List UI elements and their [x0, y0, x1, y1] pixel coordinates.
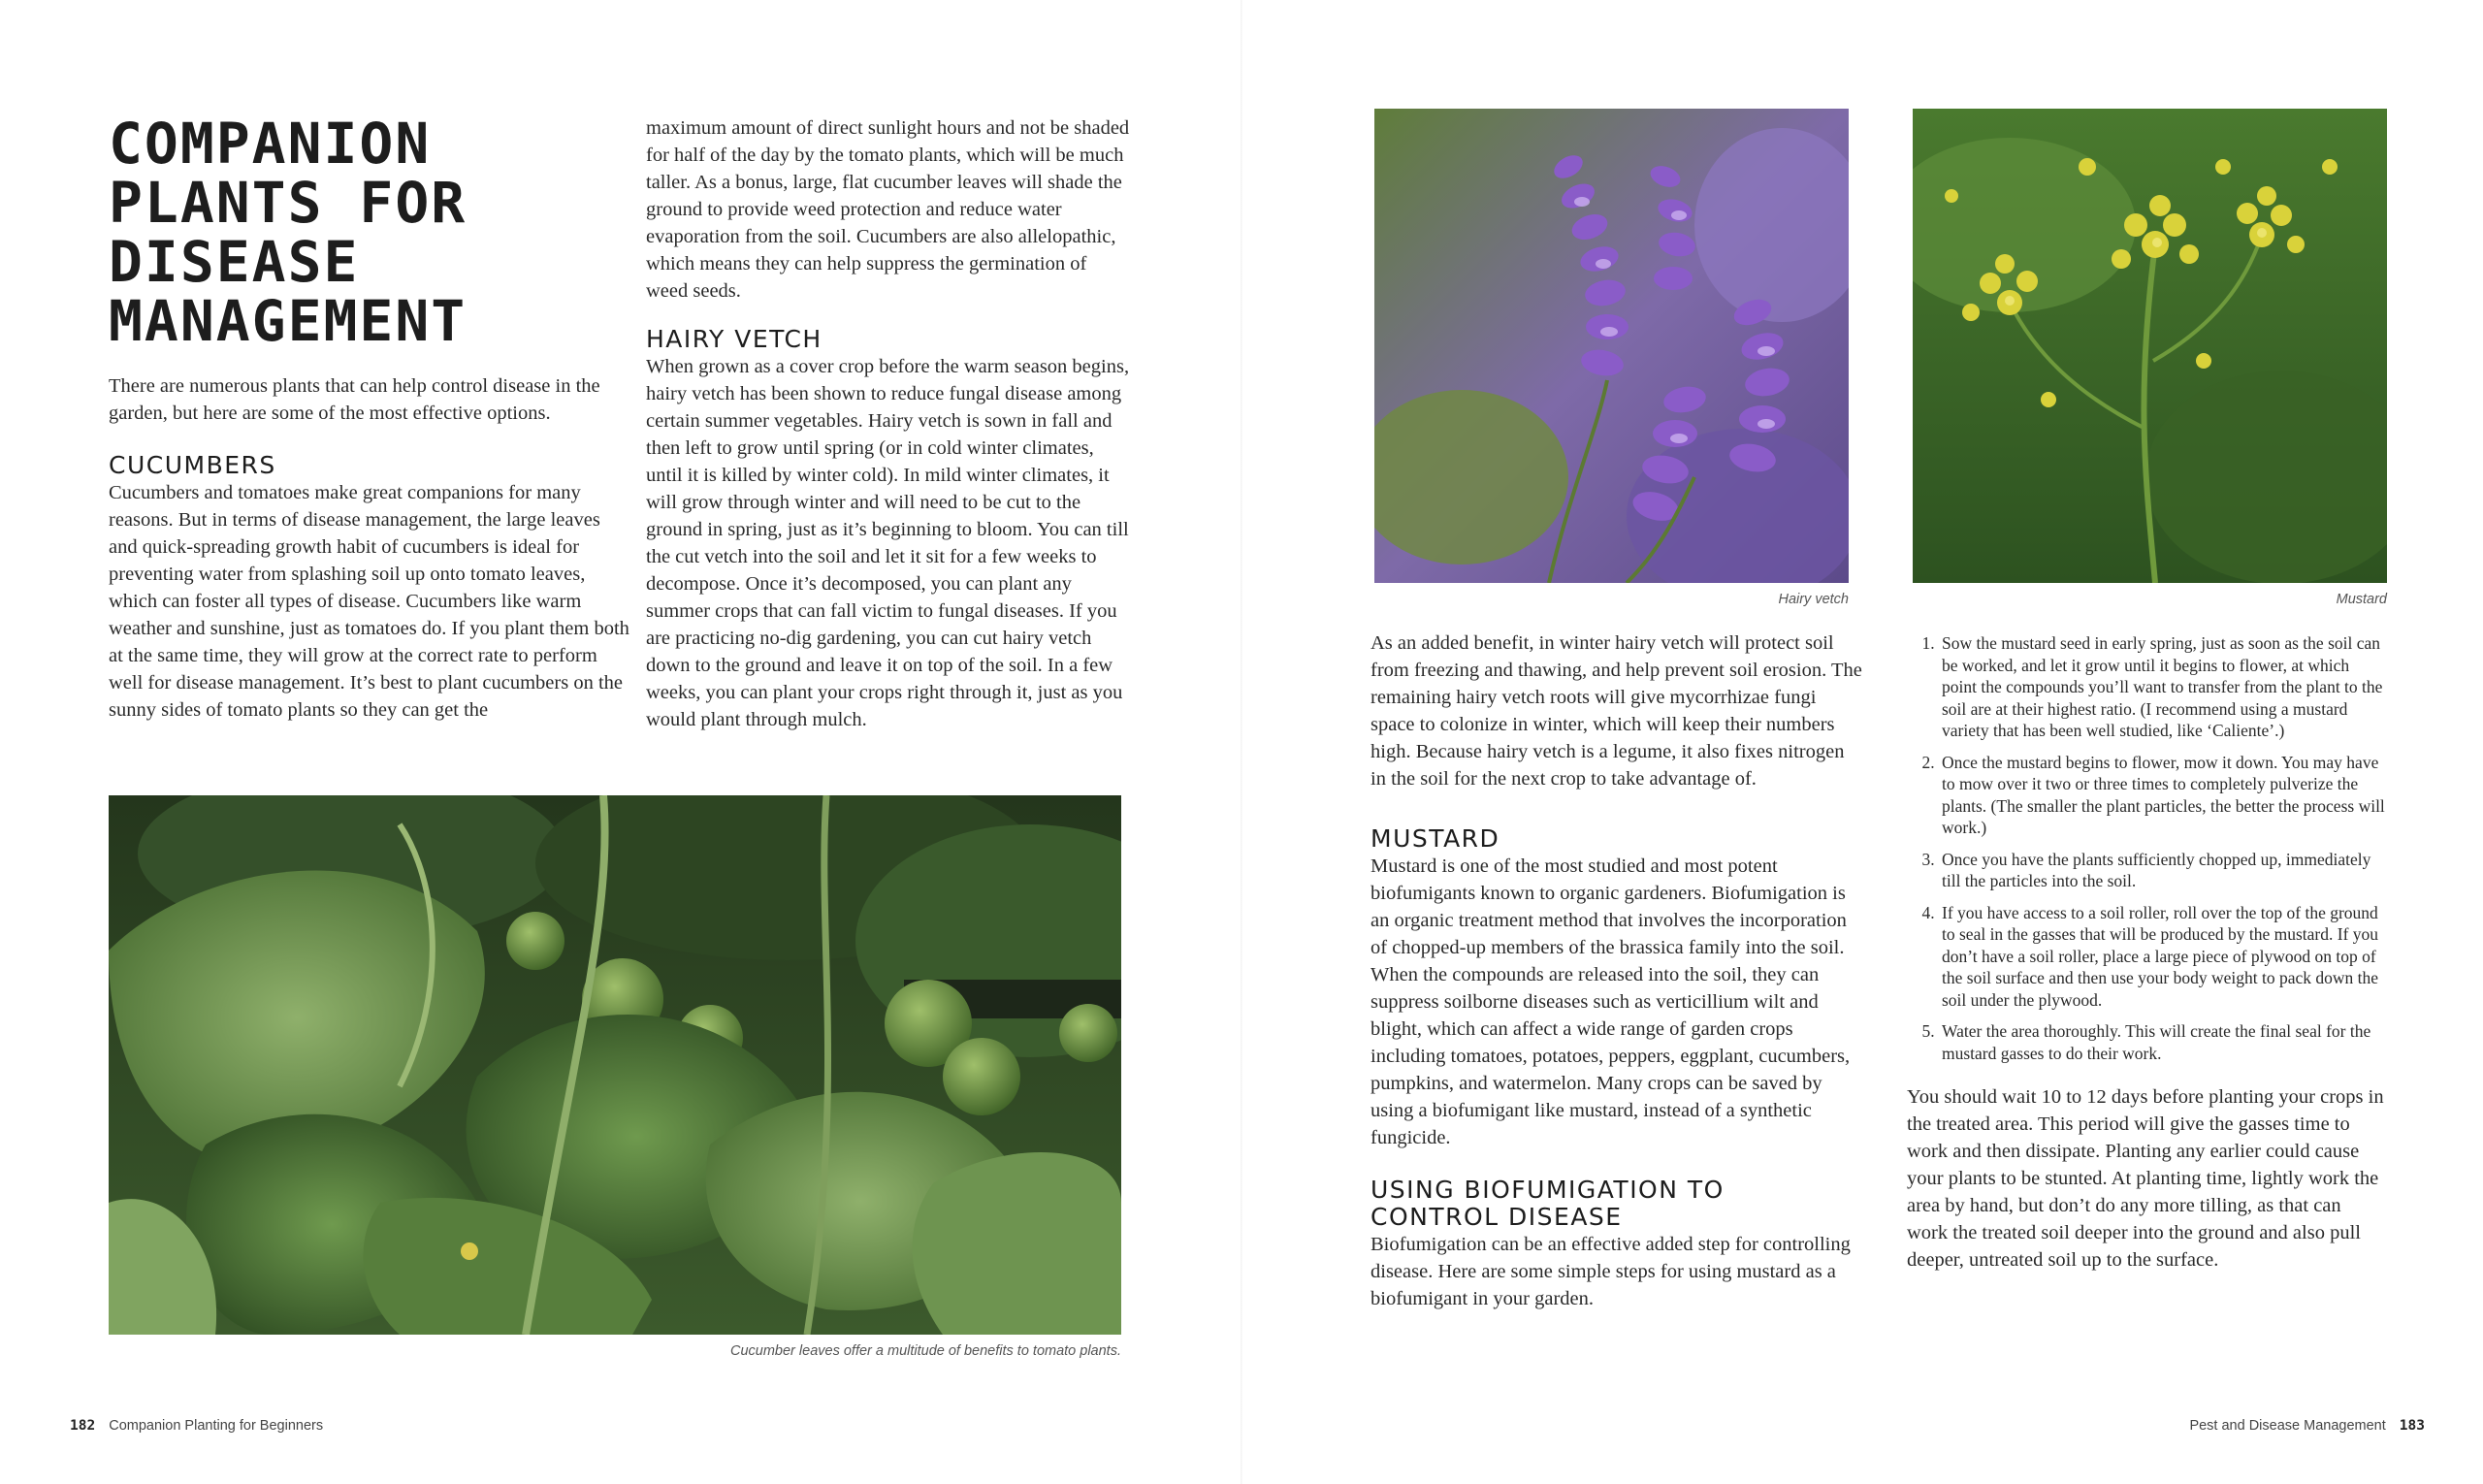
closing-paragraph: You should wait 10 to 12 days before planting your crops in the treated area. This period will give the gasses time to work and then dissipate. Planting any earlier could cause your plants to be stunted. At planting time, lightly work the area by hand, but don’t do any more tilling, as that can work the treated soil deeper into the ground and also pull deeper, untreated soil up to the surface.: [1907, 1086, 2384, 1271]
title-line: COMPANION: [109, 111, 432, 177]
step-item: 3. Once you have the plants sufficiently chopped up, immediately till the particles into the soil.: [1939, 849, 2386, 892]
right-column-1: [1370, 629, 1863, 1312]
page-title: [109, 111, 632, 354]
biofumigation-steps: [1907, 632, 2386, 1064]
step-item: 2. Once the mustard begins to flower, mow it down. You may have to mow over it two or three times to completely pulverize the plants. (The smaller the plant particles, the better the process will work.): [1939, 752, 2386, 839]
cucumber-tomato-image: [109, 795, 1121, 1335]
vetch-benefit-paragraph: As an added benefit, in winter hairy vetch will protect soil from freezing and thawing, and help prevent soil erosion. The remaining hairy vetch roots will give mycorrhizae fungi space to colonize in winter, which will keep their numbers high. Because hairy vetch is a legume, it also fixes nitrogen in the soil for the next crop to take advantage of.: [1370, 632, 1862, 790]
hairy-vetch-photo: [1374, 109, 1849, 583]
mustard-photo: [1913, 109, 2387, 583]
cucumber-tomato-photo: [109, 795, 1121, 1335]
page-number: 183: [2399, 1418, 2425, 1434]
right-column-2: [1907, 632, 2386, 1274]
right-folio: [2189, 1418, 2425, 1434]
mustard-caption: Mustard: [2336, 592, 2387, 607]
cucumbers-text-continued: maximum amount of direct sunlight hours and not be shaded for half of the day by the tomato plants, which will be much taller. As a bonus, large, flat cucumber leaves will shade the ground to provide weed protection and reduce water evaporation from the soil. Cucumbers are also allelopathic, which means they can help suppress the germination of weed seeds.: [646, 117, 1130, 302]
step-item: 4. If you have access to a soil roller, roll over the top of the ground to seal in the gasses that will be produced by the mustard. If you don’t have a soil roller, place a large piece of plywood on top of the soil surface and then use your body weight to pack down the soil under the plywood.: [1939, 902, 2386, 1012]
chapter-title-footer: Pest and Disease Management: [2189, 1418, 2386, 1434]
hairy-vetch-image: [1374, 109, 1849, 583]
title-line: MANAGEMENT: [109, 288, 468, 354]
page-number: 182: [70, 1418, 96, 1434]
left-column-1: [109, 111, 632, 724]
step-item: 5. Water the area thoroughly. This will create the final seal for the mustard gasses to do their work.: [1939, 1020, 2386, 1064]
step-item: 1. Sow the mustard seed in early spring, just as soon as the soil can be worked, and let it grow until it begins to flower, at which point the compounds you’ll want to transfer from the plant to the soil are at their highest ratio. (I recommend using a mustard variety that has been well studied, like ‘Caliente’.): [1939, 632, 2386, 742]
hairy-vetch-caption: Hairy vetch: [1778, 592, 1849, 607]
title-line: PLANTS FOR: [109, 170, 468, 236]
cucumber-photo-caption: Cucumber leaves offer a multitude of benefits to tomato plants.: [730, 1343, 1121, 1359]
intro-paragraph: There are numerous plants that can help control disease in the garden, but here are some of the most effective options.: [109, 375, 600, 424]
biofumigation-heading-line: USING BIOFUMIGATION TO: [1370, 1176, 1725, 1204]
biofumigation-text: Biofumigation can be an effective added step for controlling disease. Here are some simple steps for using mustard as a biofumigant in your garden.: [1370, 1234, 1851, 1309]
hairy-vetch-text: When grown as a cover crop before the warm season begins, hairy vetch has been shown to reduce fungal disease among certain summer vegetables. Hairy vetch is sown in fall and then left to grow until spring (or in cold winter climates, until it is killed by winter cold). In mild winter climates, it will grow through winter and will need to be cut to the ground in spring, just as it’s beginning to bloom. You can till the cut vetch into the soil and let it sit for a few weeks to decompose. Once it’s decomposed, you can plant any summer crops that can fall victim to fungal diseases. If you are practicing no-dig gardening, you can cut hairy vetch down to the ground and leave it on top of the soil. In a few weeks, you can plant your crops right through it, just as you would plant through mulch.: [646, 356, 1130, 730]
mustard-image: [1913, 109, 2387, 583]
mustard-heading: MUSTARD: [1370, 824, 1500, 853]
book-title-footer: Companion Planting for Beginners: [109, 1418, 324, 1434]
title-line: DISEASE: [109, 229, 360, 295]
hairy-vetch-heading: HAIRY VETCH: [646, 325, 822, 353]
biofumigation-heading-line: CONTROL DISEASE: [1370, 1203, 1623, 1231]
page-gutter: [1241, 0, 1242, 1484]
cucumbers-text: Cucumbers and tomatoes make great companions for many reasons. But in terms of disease management, the large leaves and quick-spreading growth habit of cucumbers is ideal for preventing water from splashing soil up onto tomato leaves, which can foster all types of disease. Cucumbers like warm weather and sunshine, just as tomatoes do. If you plant them both at the same time, they will grow at the correct rate to perform well for disease management. It’s best to plant cucumbers on the sunny sides of tomato plants so they can get the: [109, 482, 629, 721]
left-folio: [70, 1418, 323, 1434]
left-column-2: [646, 114, 1133, 733]
cucumbers-heading: CUCUMBERS: [109, 451, 276, 479]
mustard-text: Mustard is one of the most studied and most potent biofumigants known to organic gardeners. Biofumigation is an organic treatment method that involves the incorporation of chopped-up members of the brassica family into the soil. When the compounds are released into the soil, they can suppress soilborne diseases such as verticillium wilt and blight, which can affect a wide range of garden crops including tomatoes, potatoes, peppers, eggplant, cucumbers, pumpkins, and watermelon. Many crops can be saved by using a biofumigant like mustard, instead of a synthetic fungicide.: [1370, 855, 1851, 1148]
biofumigation-heading: [1370, 1177, 1863, 1231]
